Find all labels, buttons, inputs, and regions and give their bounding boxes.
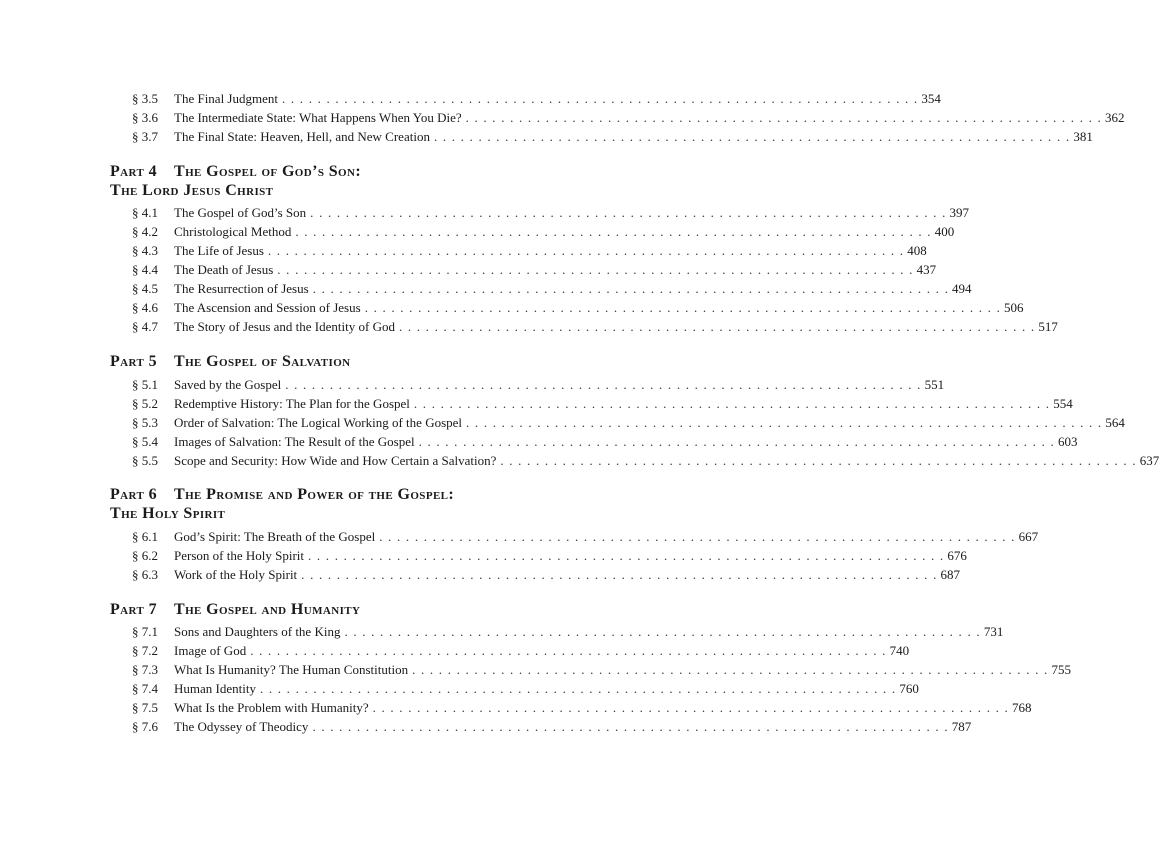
dot-leader: . . . . . . . . . . . . . . . . . . . . . . . . . . . . . . . . . . . . . . . . . . . . . . . . . . . . . . . . . . . . . . . . . . . . . . . .	[344, 624, 981, 639]
part-label: Part 7	[110, 601, 158, 618]
section-number: § 3.6	[132, 110, 158, 125]
entry-title: Christological Method	[174, 224, 292, 239]
entry-text	[174, 222, 955, 241]
part-heading-line	[110, 352, 630, 371]
dot-leader: . . . . . . . . . . . . . . . . . . . . . . . . . . . . . . . . . . . . . . . . . . . . . . . . . . . . . . . . . . . . . . . . . . . . . . . .	[398, 319, 1036, 334]
dot-leader: . . . . . . . . . . . . . . . . . . . . . . . . . . . . . . . . . . . . . . . . . . . . . . . . . . . . . . . . . . . . . . . . . . . . . . . .	[418, 434, 1055, 449]
toc-entry	[132, 451, 1159, 470]
page-number: 637	[1139, 453, 1159, 468]
toc-entry	[132, 375, 945, 394]
toc-entry	[132, 660, 1071, 679]
toc-entry	[132, 527, 1039, 546]
page-number: 740	[889, 643, 910, 658]
entry-text	[174, 317, 1058, 336]
entry-title: Human Identity	[174, 681, 256, 696]
section-number: § 4.4	[132, 262, 158, 277]
toc-entry	[132, 622, 1004, 641]
dot-leader: . . . . . . . . . . . . . . . . . . . . . . . . . . . . . . . . . . . . . . . . . . . . . . . . . . . . . . . . . . . . . . . . . . . . . . . .	[413, 396, 1051, 411]
part-title: The Gospel and Humanity	[174, 601, 361, 618]
part-heading-line	[110, 485, 630, 504]
dot-leader: . . . . . . . . . . . . . . . . . . . . . . . . . . . . . . . . . . . . . . . . . . . . . . . . . . . . . . . . . . . . . . . . . . . . . . . .	[312, 719, 949, 734]
page-number: 760	[899, 681, 919, 696]
entry-title: Sons and Daughters of the King	[174, 624, 341, 639]
toc-entry	[132, 717, 972, 736]
toc-entry	[132, 127, 1093, 146]
section-number: § 3.7	[132, 129, 158, 144]
entry-title: Images of Salvation: The Result of the Gospel	[174, 434, 415, 449]
entry-text	[174, 89, 941, 108]
entry-text	[174, 451, 1159, 470]
toc-entry	[132, 317, 1058, 336]
page-number: 354	[921, 91, 941, 106]
toc-entry	[132, 432, 1078, 451]
entry-title: The Ascension and Session of Jesus	[174, 300, 361, 315]
entry-text	[174, 298, 1024, 317]
section-number: § 3.5	[132, 91, 158, 106]
page-number: 787	[951, 719, 972, 734]
page-number: 687	[940, 567, 961, 582]
entry-title: The Gospel of God’s Son	[174, 205, 307, 220]
dot-leader: . . . . . . . . . . . . . . . . . . . . . . . . . . . . . . . . . . . . . . . . . . . . . . . . . . . . . . . . . . . . . . . . . . . . . . . .	[259, 681, 897, 696]
entry-title: The Final State: Heaven, Hell, and New Creation	[174, 129, 430, 144]
part-label: Part 4	[110, 163, 158, 180]
entry-text	[174, 375, 945, 394]
entry-title: Scope and Security: How Wide and How Certain a Salvation?	[174, 453, 497, 468]
page-number: 362	[1104, 110, 1125, 125]
page-number: 408	[907, 243, 927, 258]
toc-entry	[132, 698, 1032, 717]
toc-entry	[132, 298, 1024, 317]
section-number: § 4.1	[132, 205, 158, 220]
toc-entry	[132, 546, 967, 565]
page-number: 731	[983, 624, 1004, 639]
section-number: § 6.3	[132, 567, 158, 582]
entry-text	[174, 717, 972, 736]
dot-leader: . . . . . . . . . . . . . . . . . . . . . . . . . . . . . . . . . . . . . . . . . . . . . . . . . . . . . . . . . . . . . . . . . . . . . . . .	[364, 300, 1002, 315]
entry-title: Saved by the Gospel	[174, 377, 282, 392]
page-number: 397	[949, 205, 970, 220]
toc-entry	[132, 260, 937, 279]
entry-title: Image of God	[174, 643, 247, 658]
entry-text	[174, 203, 970, 222]
dot-leader: . . . . . . . . . . . . . . . . . . . . . . . . . . . . . . . . . . . . . . . . . . . . . . . . . . . . . . . . . . . . . . . . . . . . . . . .	[466, 415, 1103, 430]
page-number: 517	[1038, 319, 1058, 334]
page-number: 554	[1053, 396, 1073, 411]
entry-title: The Final Judgment	[174, 91, 278, 106]
part-heading-line	[110, 504, 630, 523]
section-number: § 5.1	[132, 377, 158, 392]
entry-title: The Story of Jesus and the Identity of God	[174, 319, 395, 334]
toc-entry	[132, 108, 1125, 127]
entry-title: Work of the Holy Spirit	[174, 567, 298, 582]
entry-text	[174, 432, 1078, 451]
section-number: § 6.2	[132, 548, 158, 563]
section-number: § 5.4	[132, 434, 158, 449]
entry-title: Person of the Holy Spirit	[174, 548, 304, 563]
entry-text	[174, 108, 1125, 127]
entry-title: The Life of Jesus	[174, 243, 264, 258]
section-number: § 7.4	[132, 681, 158, 696]
page-number: 506	[1004, 300, 1024, 315]
entry-title: What Is Humanity? The Human Constitution	[174, 662, 409, 677]
dot-leader: . . . . . . . . . . . . . . . . . . . . . . . . . . . . . . . . . . . . . . . . . . . . . . . . . . . . . . . . . . . . . . . . . . . . . . . .	[277, 262, 914, 277]
part-heading-line	[110, 600, 630, 619]
page-number: 437	[916, 262, 937, 277]
page-number: 551	[924, 377, 945, 392]
part-heading-line	[110, 162, 630, 181]
part-title: The Promise and Power of the Gospel:	[174, 486, 455, 503]
entry-text	[174, 413, 1125, 432]
toc-entry	[132, 222, 955, 241]
entry-title: Order of Salvation: The Logical Working of the Gospel	[174, 415, 463, 430]
part-title: The Gospel of God’s Son:	[174, 163, 362, 180]
part-label: Part 6	[110, 486, 158, 503]
part-title: The Holy Spirit	[110, 505, 226, 522]
entry-text	[174, 565, 961, 584]
entry-text	[174, 527, 1039, 546]
entry-title: The Intermediate State: What Happens When You Die?	[174, 110, 462, 125]
section-number: § 4.3	[132, 243, 158, 258]
entry-text	[174, 641, 910, 660]
dot-leader: . . . . . . . . . . . . . . . . . . . . . . . . . . . . . . . . . . . . . . . . . . . . . . . . . . . . . . . . . . . . . . . . . . . . . . . .	[301, 567, 938, 582]
dot-leader: . . . . . . . . . . . . . . . . . . . . . . . . . . . . . . . . . . . . . . . . . . . . . . . . . . . . . . . . . . . . . . . . . . . . . . . .	[250, 643, 887, 658]
entry-text	[174, 279, 972, 298]
section-number: § 5.5	[132, 453, 158, 468]
section-number: § 4.2	[132, 224, 158, 239]
section-number: § 7.6	[132, 719, 158, 734]
toc-entry	[132, 413, 1125, 432]
dot-leader: . . . . . . . . . . . . . . . . . . . . . . . . . . . . . . . . . . . . . . . . . . . . . . . . . . . . . . . . . . . . . . . . . . . . . . . .	[500, 453, 1137, 468]
section-number: § 6.1	[132, 529, 158, 544]
entry-title: The Death of Jesus	[174, 262, 274, 277]
entry-text	[174, 127, 1093, 146]
dot-leader: . . . . . . . . . . . . . . . . . . . . . . . . . . . . . . . . . . . . . . . . . . . . . . . . . . . . . . . . . . . . . . . . . . . . . . . .	[285, 377, 922, 392]
entry-text	[174, 241, 927, 260]
entry-title: The Resurrection of Jesus	[174, 281, 309, 296]
page-number: 667	[1018, 529, 1039, 544]
section-number: § 5.2	[132, 396, 158, 411]
page-number: 768	[1011, 700, 1032, 715]
dot-leader: . . . . . . . . . . . . . . . . . . . . . . . . . . . . . . . . . . . . . . . . . . . . . . . . . . . . . . . . . . . . . . . . . . . . . . . .	[465, 110, 1102, 125]
toc-entry	[132, 203, 970, 222]
toc-entry	[132, 565, 961, 584]
dot-leader: . . . . . . . . . . . . . . . . . . . . . . . . . . . . . . . . . . . . . . . . . . . . . . . . . . . . . . . . . . . . . . . . . . . . . . . .	[308, 548, 945, 563]
dot-leader: . . . . . . . . . . . . . . . . . . . . . . . . . . . . . . . . . . . . . . . . . . . . . . . . . . . . . . . . . . . . . . . . . . . . . . . .	[379, 529, 1016, 544]
entry-text	[174, 622, 1004, 641]
toc-entry	[132, 279, 972, 298]
entry-title: What Is the Problem with Humanity?	[174, 700, 369, 715]
section-number: § 4.5	[132, 281, 158, 296]
dot-leader: . . . . . . . . . . . . . . . . . . . . . . . . . . . . . . . . . . . . . . . . . . . . . . . . . . . . . . . . . . . . . . . . . . . . . . . .	[372, 700, 1009, 715]
page-number: 400	[934, 224, 955, 239]
entry-text	[174, 394, 1073, 413]
section-number: § 4.6	[132, 300, 158, 315]
section-number: § 7.3	[132, 662, 158, 677]
entry-title: God’s Spirit: The Breath of the Gospel	[174, 529, 376, 544]
part-label: Part 5	[110, 353, 158, 370]
toc-entry	[132, 89, 941, 108]
section-number: § 7.5	[132, 700, 158, 715]
entry-text	[174, 698, 1032, 717]
toc-entry	[132, 641, 910, 660]
section-number: § 4.7	[132, 319, 158, 334]
section-number: § 5.3	[132, 415, 158, 430]
toc-entry	[132, 241, 927, 260]
dot-leader: . . . . . . . . . . . . . . . . . . . . . . . . . . . . . . . . . . . . . . . . . . . . . . . . . . . . . . . . . . . . . . . . . . . . . . . .	[295, 224, 932, 239]
entry-text	[174, 260, 937, 279]
part-title: The Lord Jesus Christ	[110, 182, 274, 199]
page-number: 564	[1105, 415, 1125, 430]
page-number: 755	[1051, 662, 1071, 677]
entry-text	[174, 546, 967, 565]
dot-leader: . . . . . . . . . . . . . . . . . . . . . . . . . . . . . . . . . . . . . . . . . . . . . . . . . . . . . . . . . . . . . . . . . . . . . . . .	[312, 281, 950, 296]
page-number: 381	[1073, 129, 1093, 144]
entry-title: Redemptive History: The Plan for the Gospel	[174, 396, 410, 411]
toc-entry	[132, 394, 1073, 413]
dot-leader: . . . . . . . . . . . . . . . . . . . . . . . . . . . . . . . . . . . . . . . . . . . . . . . . . . . . . . . . . . . . . . . . . . . . . . . .	[433, 129, 1071, 144]
entry-title: The Odyssey of Theodicy	[174, 719, 309, 734]
toc-entry	[132, 679, 919, 698]
page-number: 494	[952, 281, 972, 296]
part-heading-line	[110, 181, 630, 200]
entry-text	[174, 679, 919, 698]
dot-leader: . . . . . . . . . . . . . . . . . . . . . . . . . . . . . . . . . . . . . . . . . . . . . . . . . . . . . . . . . . . . . . . . . . . . . . . .	[267, 243, 905, 258]
page-number: 676	[947, 548, 967, 563]
part-title: The Gospel of Salvation	[174, 353, 351, 370]
dot-leader: . . . . . . . . . . . . . . . . . . . . . . . . . . . . . . . . . . . . . . . . . . . . . . . . . . . . . . . . . . . . . . . . . . . . . . . .	[310, 205, 947, 220]
entry-text	[174, 660, 1071, 679]
dot-leader: . . . . . . . . . . . . . . . . . . . . . . . . . . . . . . . . . . . . . . . . . . . . . . . . . . . . . . . . . . . . . . . . . . . . . . . .	[282, 91, 919, 106]
section-number: § 7.1	[132, 624, 158, 639]
section-number: § 7.2	[132, 643, 158, 658]
dot-leader: . . . . . . . . . . . . . . . . . . . . . . . . . . . . . . . . . . . . . . . . . . . . . . . . . . . . . . . . . . . . . . . . . . . . . . . .	[412, 662, 1049, 677]
page-number: 603	[1057, 434, 1078, 449]
